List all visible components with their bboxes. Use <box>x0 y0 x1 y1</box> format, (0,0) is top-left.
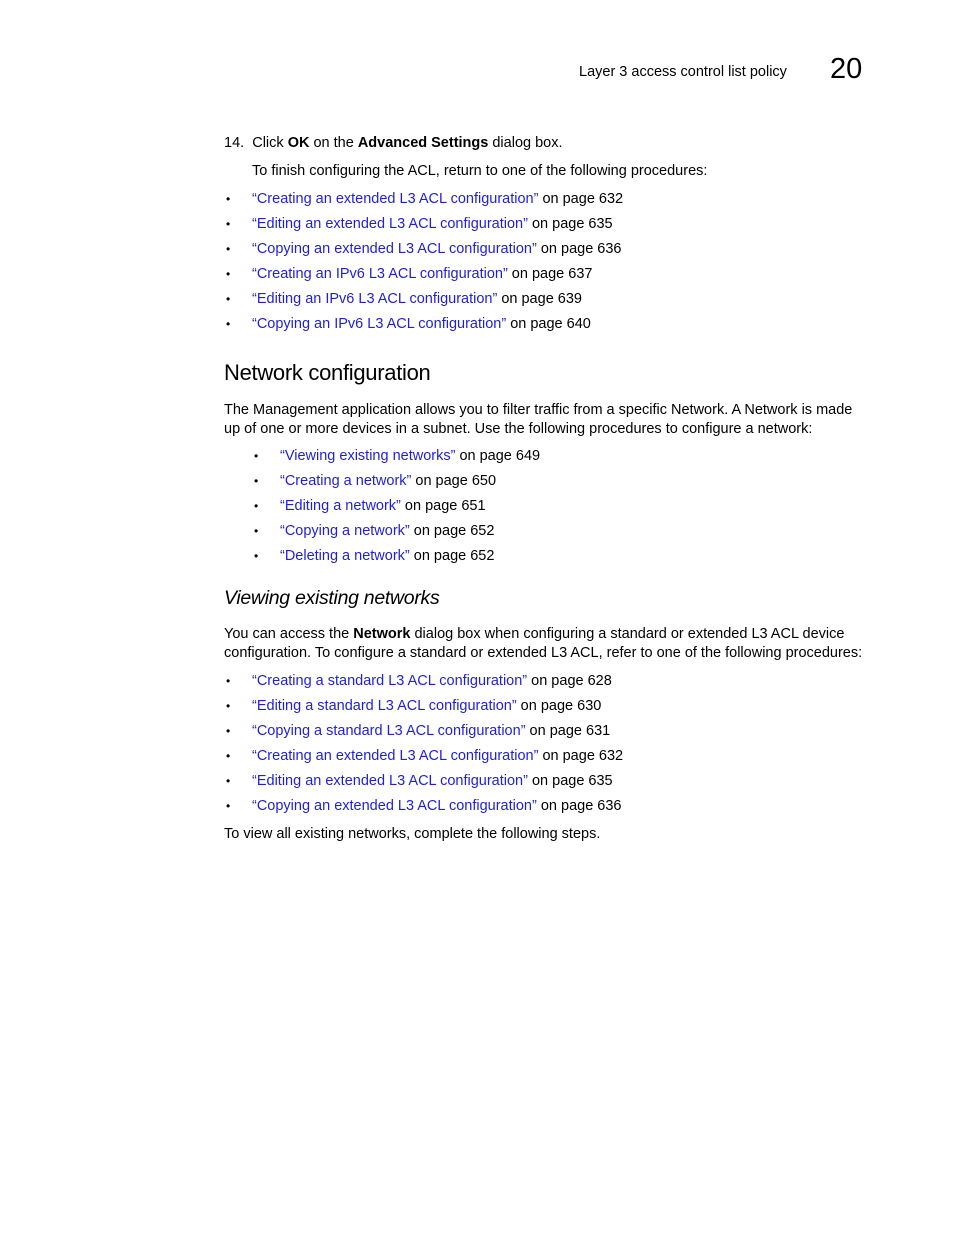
xref-link[interactable]: “Editing an extended L3 ACL configuration” <box>252 216 528 232</box>
bullet: • <box>226 699 231 713</box>
xref-link[interactable]: “Copying an extended L3 ACL configuration” <box>252 241 537 257</box>
page-ref: on page 628 <box>527 673 612 689</box>
bullet: • <box>226 267 231 281</box>
bullet: • <box>254 499 259 513</box>
bullet: • <box>226 192 231 206</box>
list-item <box>252 747 623 766</box>
step-text-c: dialog box. <box>488 135 563 151</box>
step-text-a: Click <box>252 135 288 151</box>
xref-link[interactable]: “Creating an extended L3 ACL configuration” <box>252 748 539 764</box>
viewing-intro-line-1 <box>224 625 874 644</box>
page-ref: on page 640 <box>506 316 591 332</box>
page-ref: on page 637 <box>507 266 593 282</box>
list-item <box>280 547 494 566</box>
page-ref: on page 651 <box>400 498 486 514</box>
section-heading-network-configuration: Network configuration <box>224 360 431 385</box>
bullet: • <box>226 774 231 788</box>
page-ref: on page 632 <box>538 191 624 207</box>
bullet: • <box>254 549 259 563</box>
xref-link[interactable]: “Copying an IPv6 L3 ACL configuration” <box>252 316 507 332</box>
bullet: • <box>226 799 231 813</box>
bullet: • <box>226 217 231 231</box>
step-text-b: on the <box>309 135 358 151</box>
para-text-a: You can access the <box>224 626 354 642</box>
page-ref: on page 649 <box>455 448 541 464</box>
list-item <box>252 190 623 209</box>
page-ref: on page 639 <box>497 291 582 307</box>
list-item <box>280 472 496 491</box>
list-item <box>252 722 610 741</box>
page-ref: on page 652 <box>409 523 495 539</box>
list-item <box>252 797 622 816</box>
page-ref: on page 652 <box>409 548 495 564</box>
page-ref: on page 630 <box>516 698 602 714</box>
viewing-intro <box>224 625 874 663</box>
chapter-number: 20 <box>830 53 863 85</box>
bullet: • <box>254 474 259 488</box>
xref-link[interactable]: “Deleting a network” <box>280 548 410 564</box>
step-14-followup: To finish configuring the ACL, return to one of the following procedures: <box>252 163 708 179</box>
xref-link[interactable]: “Creating an extended L3 ACL configuration” <box>252 191 539 207</box>
subsection-heading-viewing-existing-networks: Viewing existing networks <box>224 587 440 609</box>
list-item <box>252 290 582 309</box>
list-item <box>252 672 612 691</box>
network-label: Network <box>353 626 411 642</box>
list-item <box>280 522 494 541</box>
xref-link[interactable]: “Creating an IPv6 L3 ACL configuration” <box>252 266 508 282</box>
xref-link[interactable]: “Copying a standard L3 ACL configuration” <box>252 723 526 739</box>
bullet: • <box>226 292 231 306</box>
bullet: • <box>226 674 231 688</box>
network-intro <box>224 401 874 439</box>
list-item <box>280 447 540 466</box>
xref-link[interactable]: “Editing a standard L3 ACL configuration” <box>252 698 517 714</box>
page-ref: on page 636 <box>536 241 622 257</box>
intro-line-1: The Management application allows you to filter traffic from a specific Network. A Network is made <box>224 402 853 418</box>
intro-line-2: up of one or more devices in a subnet. Use the following procedures to configure a network: <box>224 421 813 437</box>
xref-link[interactable]: “Creating a network” <box>280 473 412 489</box>
xref-link[interactable]: “Editing a network” <box>280 498 401 514</box>
list-item <box>252 215 613 234</box>
bullet: • <box>254 449 259 463</box>
list-item <box>252 697 601 716</box>
page-ref: on page 635 <box>527 216 613 232</box>
page-ref: on page 631 <box>525 723 611 739</box>
ok-label: OK <box>287 135 310 151</box>
xref-link[interactable]: “Viewing existing networks” <box>280 448 456 464</box>
bullet: • <box>226 724 231 738</box>
bullet: • <box>226 242 231 256</box>
advanced-settings-label: Advanced Settings <box>357 135 489 151</box>
list-item <box>252 772 613 791</box>
bullet: • <box>254 524 259 538</box>
bullet: • <box>226 749 231 763</box>
list-item <box>252 265 592 284</box>
list-item <box>252 315 591 334</box>
viewing-intro-line-2: configuration. To configure a standard or extended L3 ACL, refer to one of the following procedures: <box>224 645 863 661</box>
list-item <box>252 240 622 259</box>
page-ref: on page 635 <box>527 773 613 789</box>
bullet: • <box>226 317 231 331</box>
step-number: 14. <box>224 135 245 151</box>
step-14 <box>224 134 563 153</box>
list-item <box>280 497 486 516</box>
page-ref: on page 632 <box>538 748 624 764</box>
xref-link[interactable]: “Editing an extended L3 ACL configuration” <box>252 773 528 789</box>
xref-link[interactable]: “Creating a standard L3 ACL configuration” <box>252 673 528 689</box>
running-header-title: Layer 3 access control list policy <box>579 64 787 80</box>
para-text-b: dialog box when configuring a standard or extended L3 ACL device <box>410 626 845 642</box>
xref-link[interactable]: “Copying an extended L3 ACL configuration” <box>252 798 537 814</box>
xref-link[interactable]: “Editing an IPv6 L3 ACL configuration” <box>252 291 498 307</box>
page-ref: on page 650 <box>411 473 497 489</box>
closing-text: To view all existing networks, complete the following steps. <box>224 826 601 842</box>
page-ref: on page 636 <box>536 798 622 814</box>
xref-link[interactable]: “Copying a network” <box>280 523 410 539</box>
